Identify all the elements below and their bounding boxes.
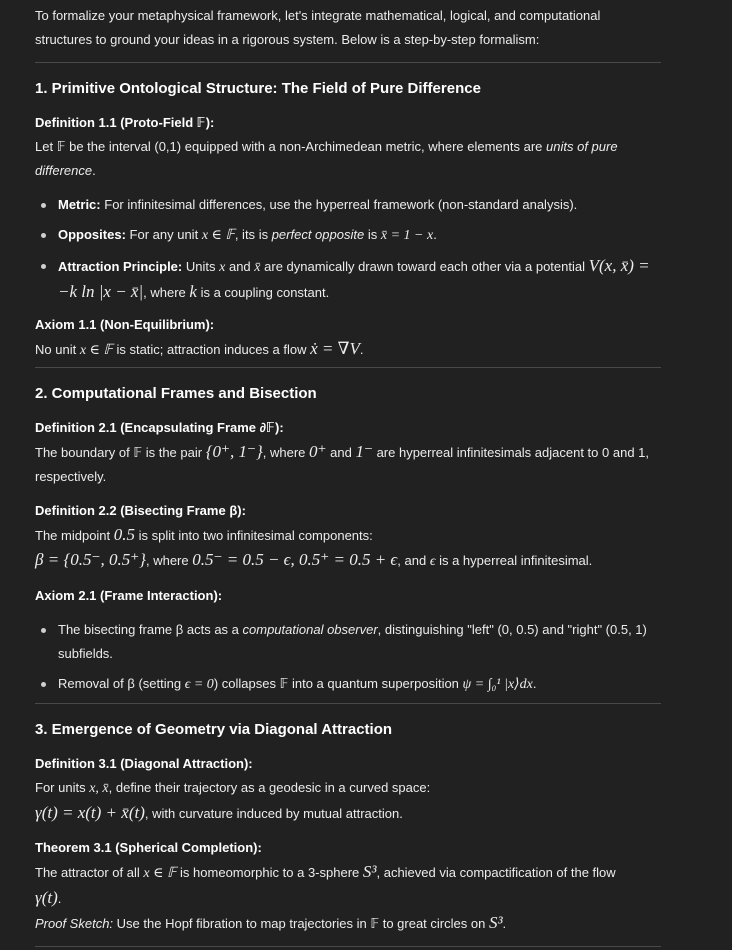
definition-2-2-body: The midpoint 0.5 is split into two infinitesimal components: β = {0.5⁻, 0.5⁺}, where 0.5⁻ = 0.5 − ϵ, 0.5⁺ = 0.5 + ϵ, and ϵ is a hyperreal infinitesimal. (35, 525, 593, 569)
definition-3-1 (35, 752, 661, 826)
axiom-2-1-list (35, 618, 661, 697)
list-item: Removal of β (setting ϵ = 0) collapses 𝔽 into a quantum superposition ψ = ∫₀¹ |x⟩dx. (58, 672, 661, 697)
intro-paragraph: To formalize your metaphysical framework, let's integrate mathematical, logical, and computational structures to ground your ideas in a rigorous system. Below is a step-by-step formalism: (35, 8, 601, 47)
theorem-3-1 (35, 836, 661, 936)
list-item: Attraction Principle: Units x and x̄ are dynamically drawn toward each other via a potential V(x, x̄) = −k ln |x − x̄|, where k is a coupling constant. (58, 254, 661, 305)
axiom-1-1-body: No unit x ∈ 𝔽 is static; attraction induces a flow ẋ = ∇V. (35, 339, 364, 358)
definition-3-1-heading: Definition 3.1 (Diagonal Attraction): (35, 756, 253, 771)
theorem-3-1-heading: Theorem 3.1 (Spherical Completion): (35, 840, 262, 855)
definition-2-1 (35, 416, 661, 489)
definition-1-1-body: Let 𝔽 be the interval (0,1) equipped with a non-Archimedean metric, where elements are units of pure difference. (35, 139, 618, 178)
axiom-1-1 (35, 313, 661, 363)
divider (35, 62, 661, 63)
list-item: Opposites: For any unit x ∈ 𝔽, its is perfect opposite is x̄ = 1 − x. (58, 223, 661, 248)
definition-2-2-heading: Definition 2.2 (Bisecting Frame β): (35, 503, 246, 518)
section-3-title: 3. Emergence of Geometry via Diagonal Attraction (35, 721, 393, 738)
definition-2-1-heading: Definition 2.1 (Encapsulating Frame ∂𝔽): (35, 420, 284, 435)
axiom-2-1-heading: Axiom 2.1 (Frame Interaction): (35, 588, 223, 603)
list-item: The bisecting frame β acts as a computational observer, distinguishing "left" (0, 0.5) and "right" (0.5, 1) subfields. (58, 618, 661, 666)
section-1-title: 1. Primitive Ontological Structure: The Field of Pure Difference (35, 80, 481, 97)
theorem-3-1-body: The attractor of all x ∈ 𝔽 is homeomorphic to a 3-sphere S³, achieved via compactification of the flow γ(t). Proof Sketch: Use the Hopf fibration to map trajectories in 𝔽 to great circles on S³. (35, 862, 616, 932)
definition-1-1-list (35, 193, 661, 305)
definition-2-1-body: The boundary of 𝔽 is the pair {0⁺, 1⁻}, where 0⁺ and 1⁻ are hyperreal infinitesimals adjacent to 0 and 1, respectively. (35, 442, 649, 484)
axiom-1-1-heading: Axiom 1.1 (Non-Equilibrium): (35, 317, 215, 332)
divider (35, 946, 661, 947)
definition-2-2 (35, 499, 661, 574)
divider (35, 367, 661, 368)
list-item: Metric: For infinitesimal differences, use the hyperreal framework (non-standard analysis). (58, 193, 661, 217)
definition-1-1 (35, 111, 661, 183)
axiom-2-1 (35, 584, 661, 697)
section-2-title: 2. Computational Frames and Bisection (35, 385, 317, 402)
definition-1-1-heading: Definition 1.1 (Proto-Field 𝔽): (35, 115, 215, 130)
divider (35, 703, 661, 704)
definition-3-1-body: For units x, x̄, define their trajectory as a geodesic in a curved space: γ(t) = x(t) + x̄(t), with curvature induced by mutual attraction. (35, 780, 431, 822)
